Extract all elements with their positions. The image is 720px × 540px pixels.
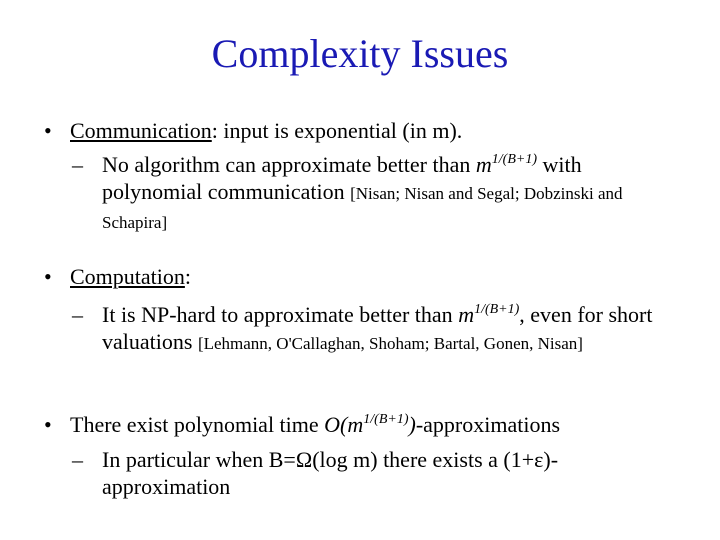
dash-glyph: – (72, 447, 83, 472)
citation: [Lehmann, O'Callaghan, Shoham; Bartal, Gonen, Nisan] (197, 334, 583, 353)
sub-text-post: , even for short valuations (102, 302, 653, 354)
math-exponent: 1/(B+1) (363, 412, 409, 427)
citation: [Nisan; Nisan and Segal; Dobzinski and Schapira] (102, 184, 623, 232)
bullet-communication (44, 117, 462, 144)
computation-term: Computation (70, 264, 185, 289)
approx-text-pre: There exist polynomial time (70, 412, 325, 437)
sub-bullet-text (102, 151, 672, 236)
math-o-m: O(m (324, 412, 364, 437)
bullet-glyph: • (44, 118, 52, 143)
math-exponent: 1/(B+1) (491, 152, 537, 167)
bullet-approximations (44, 411, 560, 438)
bullet-glyph: • (44, 412, 52, 437)
communication-colon: : (211, 118, 218, 143)
bullet-glyph: • (44, 264, 52, 289)
bullet-computation (44, 263, 191, 290)
communication-text: input is exponential (in m). (217, 118, 463, 143)
sub-text-pre: It is NP-hard to approximate better than (102, 302, 459, 327)
math-exponent: 1/(B+1) (474, 302, 520, 317)
sub-bullet-communication (72, 151, 672, 236)
sub-bullet-text (102, 301, 672, 357)
dash-glyph: – (72, 302, 83, 327)
sub-bullet-approximations (72, 446, 632, 500)
sub-text-pre: No algorithm can approximate better than (102, 152, 476, 177)
approx-text-post: -approximations (415, 412, 561, 437)
sub-bullet-text: In particular when B=Ω(log m) there exists a (1+ε)-approximation (102, 447, 559, 499)
math-m: m (475, 152, 492, 177)
computation-colon: : (184, 264, 192, 289)
slide-title: Complexity Issues (211, 31, 509, 76)
math-m: m (458, 302, 475, 327)
communication-term: Communication (70, 118, 212, 143)
sub-text-post: with polynomial communication (102, 152, 582, 204)
dash-glyph: – (72, 152, 83, 177)
math-close-paren: ) (408, 412, 416, 437)
sub-bullet-computation (72, 301, 672, 357)
